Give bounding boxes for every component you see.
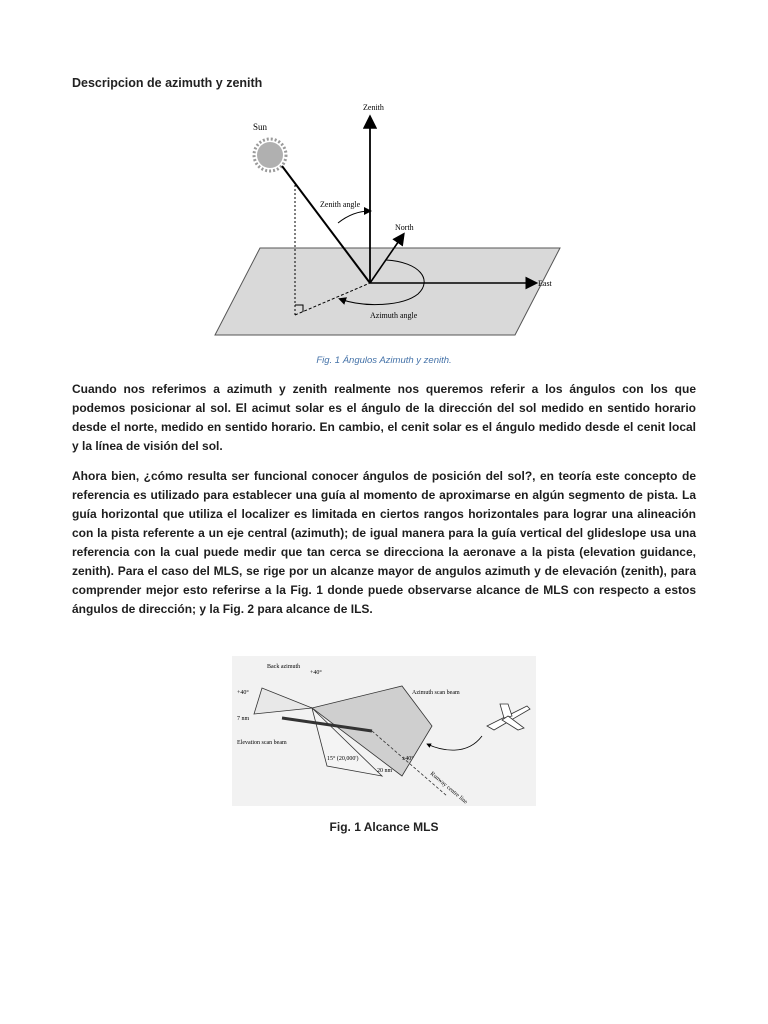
- sun-label: Sun: [253, 122, 268, 132]
- pm40-label: ±40°: [402, 756, 414, 762]
- plus40-left-label: +40°: [237, 690, 249, 696]
- azimuth-zenith-diagram: [205, 100, 575, 345]
- azimuth-angle-label: Azimuth angle: [370, 311, 418, 320]
- twenty-nm-label: 20 nm: [377, 768, 393, 774]
- paragraph-1: Cuando nos referimos a azimuth y zenith realmente nos queremos referir a los ángulos con los que podemos posicionar al sol. El acimut solar es el ángulo de la dirección del sol medido en sentido horario desde el norte, medido en sentido horario. En cambio, el cenit solar es el ángulo medido desde el cenit local y la línea de visión del sol.: [72, 382, 696, 453]
- section-heading: Descripcion de azimuth y zenith: [72, 76, 263, 90]
- mls-coverage-diagram: [232, 656, 536, 806]
- back-azimuth-sector: [254, 688, 312, 714]
- east-label: East: [538, 279, 552, 288]
- zenith-label: Zenith: [363, 103, 384, 112]
- elevation-scan-beam-label: Elevation scan beam: [237, 740, 287, 746]
- plus40-top-label: +40°: [310, 670, 322, 676]
- approach-arrow: [427, 736, 482, 750]
- fifteen-deg-label: 15° (20,000'): [327, 756, 359, 762]
- figure-2-caption: Fig. 1 Alcance MLS: [329, 820, 439, 834]
- paragraph-2: Ahora bien, ¿cómo resulta ser funcional conocer ángulos de posición del sol?, en teoría este concepto de referencia es utilizado para establecer una guía al momento de aproximarse en algún segmento de pista. La guía horizontal que utiliza el localizer es limitada en ciertos rangos horizontales para lograr una alineación con la pista referente a un eje central (azimuth); de igual manera para la guía vertical del glideslope usa una referencia con la cual puede medir que tan cerca se direcciona la aeronave a la pista (elevation guidance, zenith). Para el caso del MLS, se rige por un alcanze mayor de angulos azimuth y de elevación (zenith), para comprender mejor esto referirse a la Fig. 1 donde puede observarse alcance de MLS con respecto a estos ángulos de dirección; y la Fig. 2 para alcance de ILS.: [72, 469, 696, 616]
- azimuth-scan-beam-label: Azimuth scan beam: [412, 690, 460, 696]
- sun-icon: [254, 139, 286, 171]
- zenith-angle-arc: [338, 211, 370, 223]
- north-label: North: [395, 223, 414, 232]
- runway-centre-line-label: Runway centre line: [428, 770, 469, 806]
- ground-plane: [215, 248, 560, 335]
- figure-1-caption: Fig. 1 Ángulos Azimuth y zenith.: [316, 355, 452, 366]
- zenith-angle-label: Zenith angle: [320, 200, 361, 209]
- aircraft-icon: [487, 704, 530, 730]
- back-azimuth-label: Back azimuth: [267, 664, 301, 670]
- seven-nm-label: 7 nm: [237, 716, 250, 722]
